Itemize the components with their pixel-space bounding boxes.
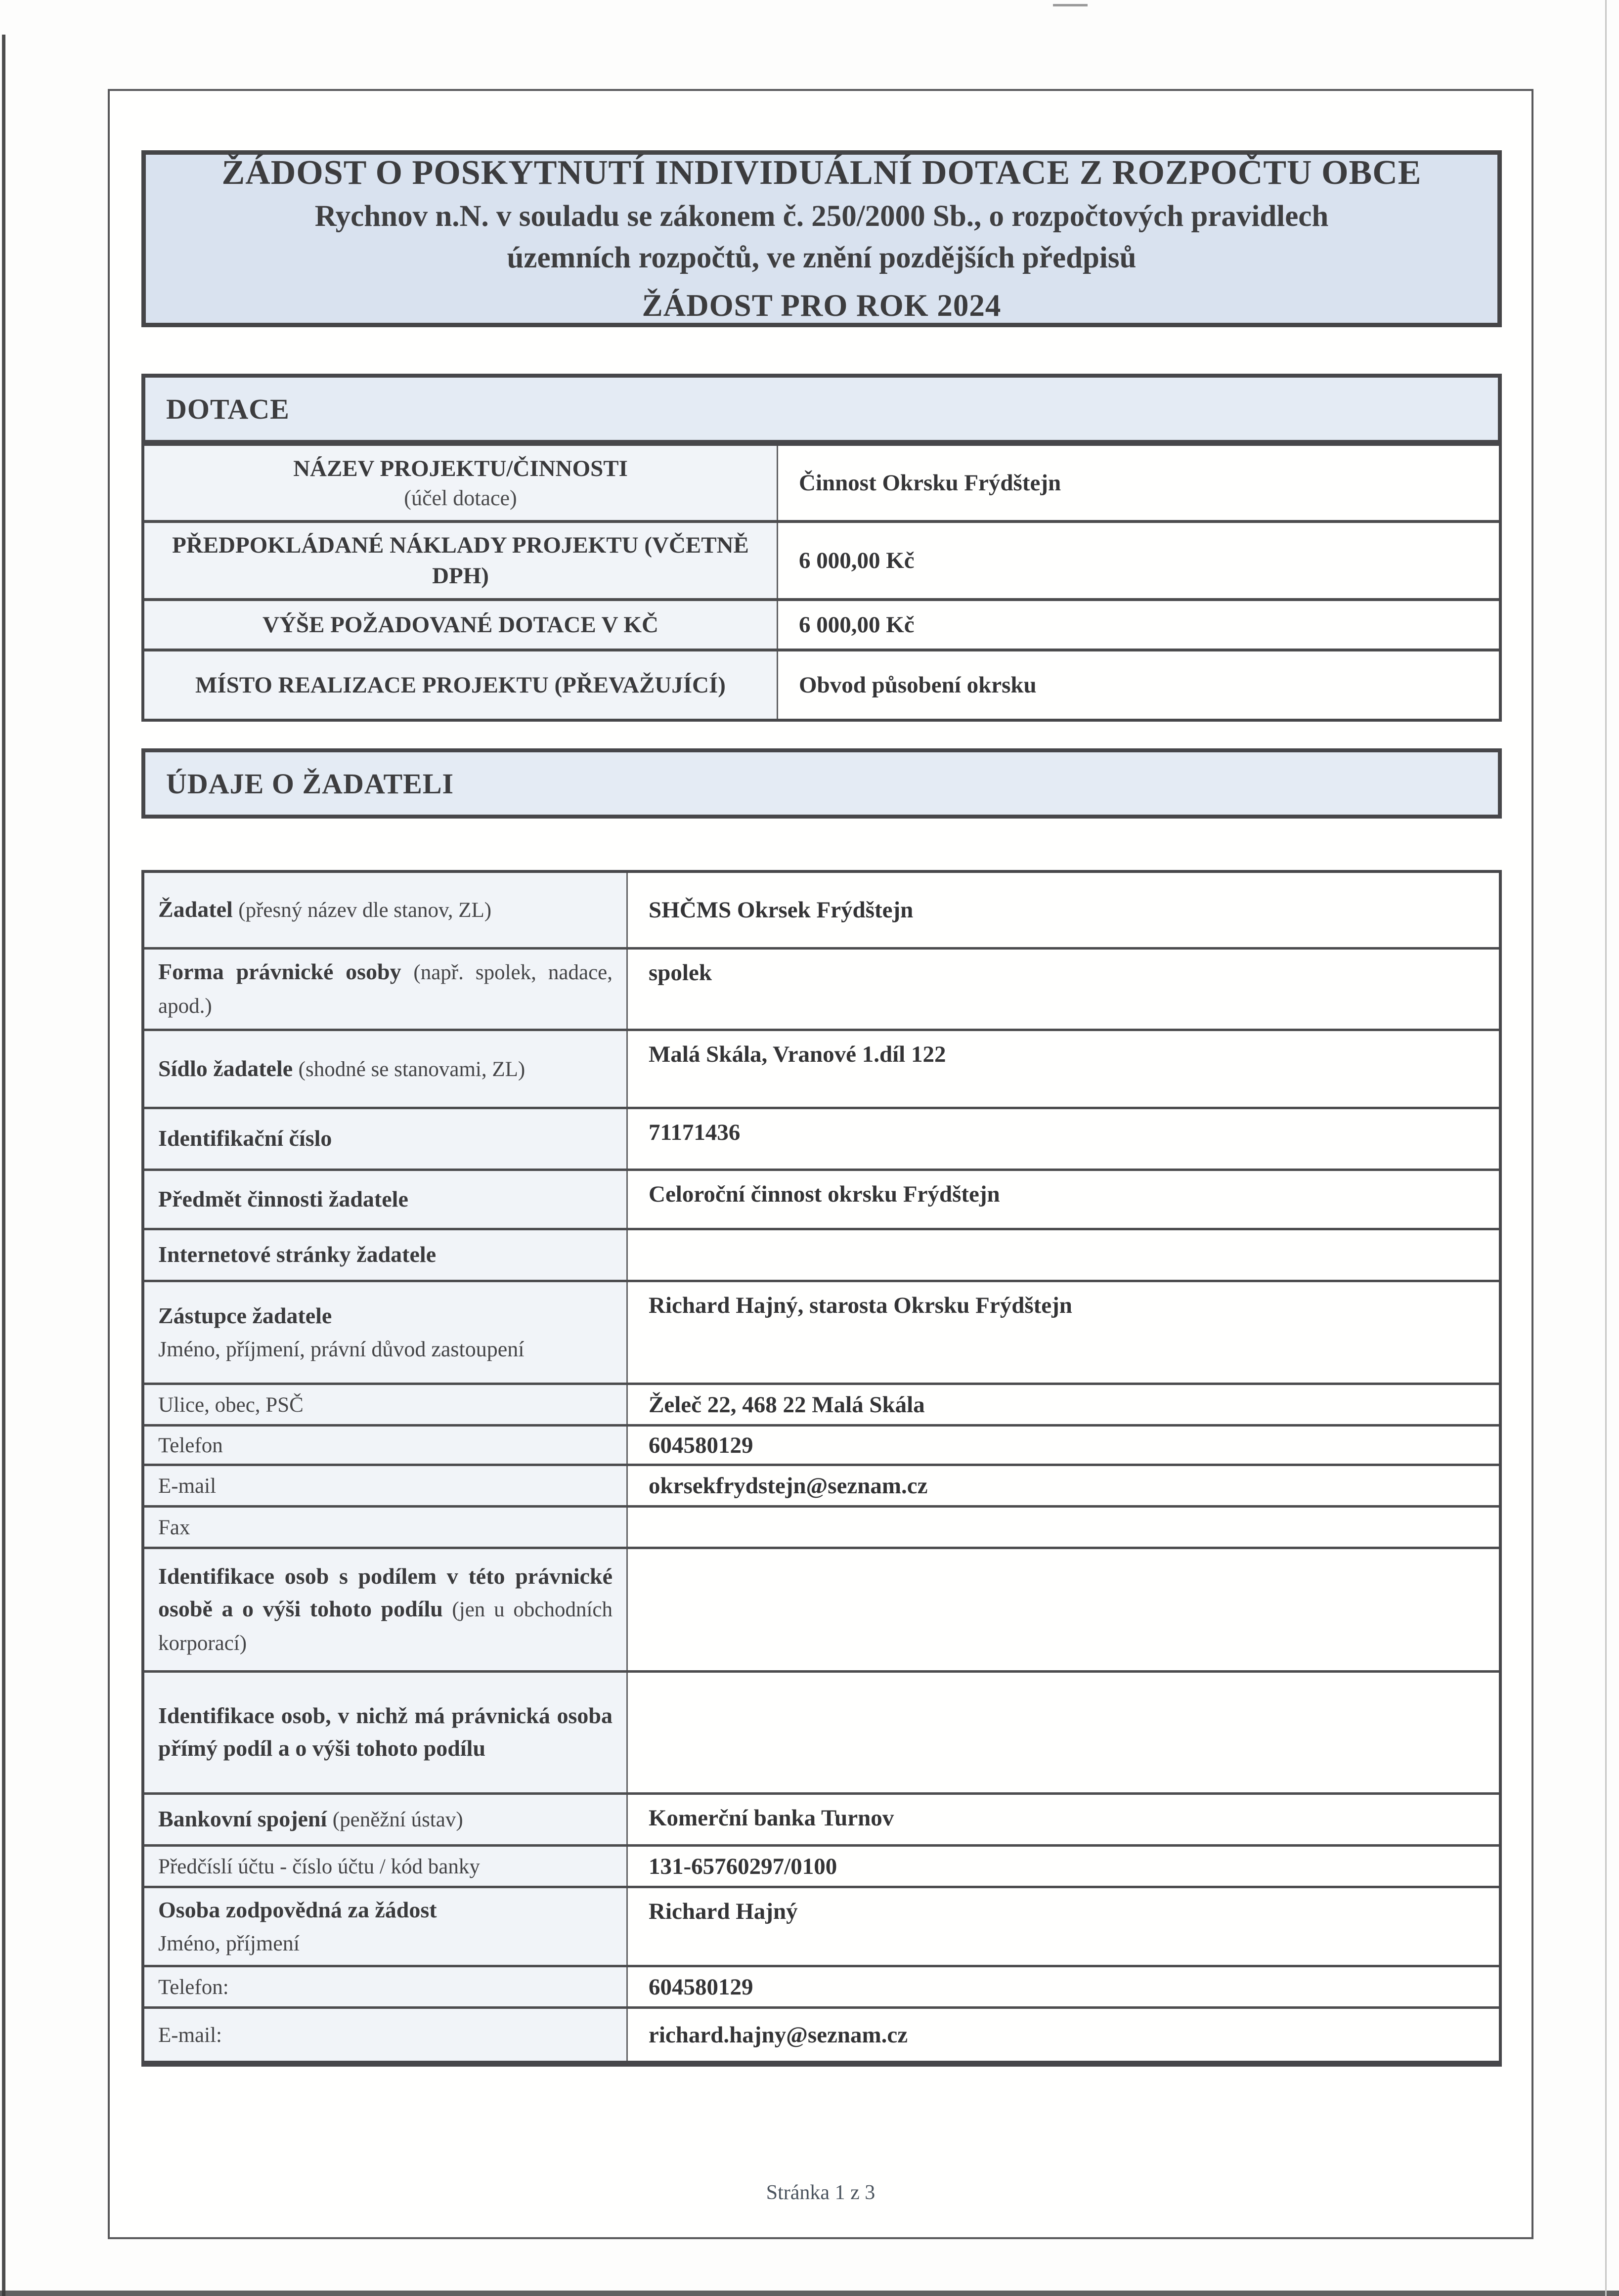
scan-artifact-right [1605,0,1607,2296]
row-label [144,873,628,947]
row-value: 604580129 [628,1427,1499,1464]
section-title: DOTACE [166,392,290,425]
dotace-table [141,443,1502,722]
table-row [144,1965,1499,2006]
row-label-reg: (jen u obchodních korporací) [158,1598,613,1655]
row-value: 131-65760297/0100 [628,1847,1499,1886]
row-label-text [158,1560,613,1660]
table-row [144,446,1499,520]
row-label-main: PŘEDPOKLÁDANÉ NÁKLADY PROJEKTU (VČETNĚ DPH) [172,532,749,589]
table-row [144,947,1499,1029]
section-header-zadatel [141,748,1502,819]
row-label-text [158,1894,613,1927]
table-row [144,1547,1499,1670]
row-label-bold: Žadatel [158,897,233,922]
title-line-4: ŽÁDOST PRO ROK 2024 [642,288,1002,323]
section-title: ÚDAJE O ŽADATELI [166,767,454,800]
row-label [144,1109,628,1169]
row-label-main: NÁZEV PROJEKTU/ČINNOSTI [293,456,628,481]
table-row [144,649,1499,719]
title-line-3: územních rozpočtů, ve znění pozdějších předpisů [507,241,1137,274]
row-label-reg: E-mail: [158,2023,222,2047]
table-row [144,1505,1499,1547]
row-label-reg: (shodné se stanovami, ZL) [298,1057,525,1081]
row-label [144,601,778,649]
row-label [144,1847,628,1886]
row-label [144,1171,628,1228]
table-row [144,1424,1499,1464]
table-row [144,598,1499,649]
row-label-text [158,1850,613,1883]
row-value: 6 000,00 Kč [778,601,1499,649]
row-label-bold: Identifikace osob, v nichž má právnická osoba přímý podíl a o výši tohoto podílu [158,1703,613,1761]
row-label-main: MÍSTO REALIZACE PROJEKTU (PŘEVAŽUJÍCÍ) [195,672,726,698]
row-label-bold: Identifikace osob s podílem v této právnické osobě a o výši tohoto podílu [158,1563,613,1621]
row-value: 604580129 [628,1967,1499,2006]
row-value: Činnost Okrsku Frýdštejn [778,446,1499,520]
row-label-sub: Jméno, příjmení, právní důvod zastoupení [158,1337,525,1361]
row-value: 71171436 [628,1109,1499,1169]
row-value: Richard Hajný, starosta Okrsku Frýdštejn [628,1282,1499,1383]
row-label-text [158,1803,613,1836]
row-value [628,1230,1499,1280]
row-label [144,446,778,520]
row-label [144,651,778,719]
row-value: 6 000,00 Kč [778,523,1499,598]
row-label-text [158,1238,613,1272]
row-label [144,950,628,1029]
page-number: Stránka 1 z 3 [766,2181,875,2204]
row-label [144,1031,628,1107]
scan-artifact-tick [1053,4,1088,6]
row-label-reg: Telefon: [158,1975,229,1999]
row-label [144,523,778,598]
row-label [144,1230,628,1280]
row-label-bold: Sídlo žadatele [158,1055,293,1081]
table-row [144,1886,1499,1965]
row-value: Obvod působení okrsku [778,651,1499,719]
row-label-reg: E-mail [158,1474,217,1498]
row-label [144,1466,628,1505]
table-row [144,520,1499,598]
table-row [144,1792,1499,1844]
row-value: Celoroční činnost okrsku Frýdštejn [628,1171,1499,1228]
row-label-reg: Fax [158,1516,190,1539]
table-row [144,2006,1499,2061]
row-label-bold: Osoba zodpovědná za žádost [158,1897,437,1922]
title-line-2: Rychnov n.N. v souladu se zákonem č. 250/2000 Sb., o rozpočtových pravidlech [314,200,1329,233]
row-label-text [158,1970,613,2004]
table-row [144,1383,1499,1424]
row-label-text [158,1183,613,1216]
row-label [144,1967,628,2006]
row-label-text [158,955,613,1023]
table-row [144,1169,1499,1228]
row-label [144,1282,628,1383]
row-label-reg: (peněžní ústav) [332,1808,463,1831]
row-label-text [158,2018,613,2052]
table-row [144,1228,1499,1280]
zadatel-table [141,870,1502,2067]
row-label-text [158,1122,613,1156]
table-row [144,1844,1499,1886]
row-label-reg: (přesný název dle stanov, ZL) [238,899,492,922]
row-label [144,1888,628,1965]
row-value: richard.hajny@seznam.cz [628,2009,1499,2061]
row-value [628,1673,1499,1792]
row-label-reg: Předčíslí účtu - číslo účtu / kód banky [158,1855,480,1878]
row-value: Komerční banka Turnov [628,1795,1499,1844]
row-label-text [158,1429,613,1462]
scan-artifact-bottom [0,2291,1619,2296]
row-label-text [158,1300,613,1333]
row-label-sub: (účel dotace) [404,486,517,510]
row-label-text [158,1511,613,1544]
row-value: Malá Skála, Vranové 1.díl 122 [628,1031,1499,1107]
page-frame [108,89,1533,2239]
row-value [628,1508,1499,1547]
row-value: Želeč 22, 468 22 Malá Skála [628,1385,1499,1424]
title-box [141,150,1502,327]
row-label-text [158,1388,613,1422]
row-label [144,1508,628,1547]
row-label [144,1549,628,1670]
row-value: Richard Hajný [628,1888,1499,1965]
row-label-bold: Internetové stránky žadatele [158,1242,437,1267]
row-label [144,1385,628,1424]
row-label [144,2009,628,2061]
row-label-sub: Jméno, příjmení [158,1931,300,1955]
row-label-bold: Zástupce žadatele [158,1302,332,1328]
row-value: spolek [628,950,1499,1029]
table-row [144,1107,1499,1169]
row-label-main: VÝŠE POŽADOVANÉ DOTACE V KČ [263,612,658,638]
section-header-dotace [141,374,1502,444]
row-label-text [158,893,613,927]
row-value [628,1549,1499,1670]
row-label-reg: Telefon [158,1433,223,1457]
row-label-bold: Forma právnické osoby [158,959,401,984]
row-label-bold: Identifikační číslo [158,1126,332,1151]
table-row [144,1280,1499,1383]
row-label [144,1427,628,1464]
row-value: okrsekfrydstejn@seznam.cz [628,1466,1499,1505]
table-row [144,1670,1499,1792]
row-label-text [158,1052,613,1086]
table-row [144,873,1499,947]
row-label-bold: Bankovní spojení [158,1806,327,1831]
title-line-1: ŽÁDOST O POSKYTNUTÍ INDIVIDUÁLNÍ DOTACE Z ROZPOČTU OBCE [221,154,1422,192]
row-label [144,1795,628,1844]
table-row [144,1464,1499,1505]
row-label [144,1673,628,1792]
row-label-reg: (např. spolek, nadace, apod.) [158,961,613,1018]
table-row [144,1029,1499,1107]
row-label-reg: Ulice, obec, PSČ [158,1393,304,1417]
row-label-text [158,1699,613,1766]
scan-artifact-left [2,35,5,2296]
row-label-text [158,1469,613,1503]
row-value: SHČMS Okrsek Frýdštejn [628,873,1499,947]
row-label-bold: Předmět činnosti žadatele [158,1186,408,1212]
